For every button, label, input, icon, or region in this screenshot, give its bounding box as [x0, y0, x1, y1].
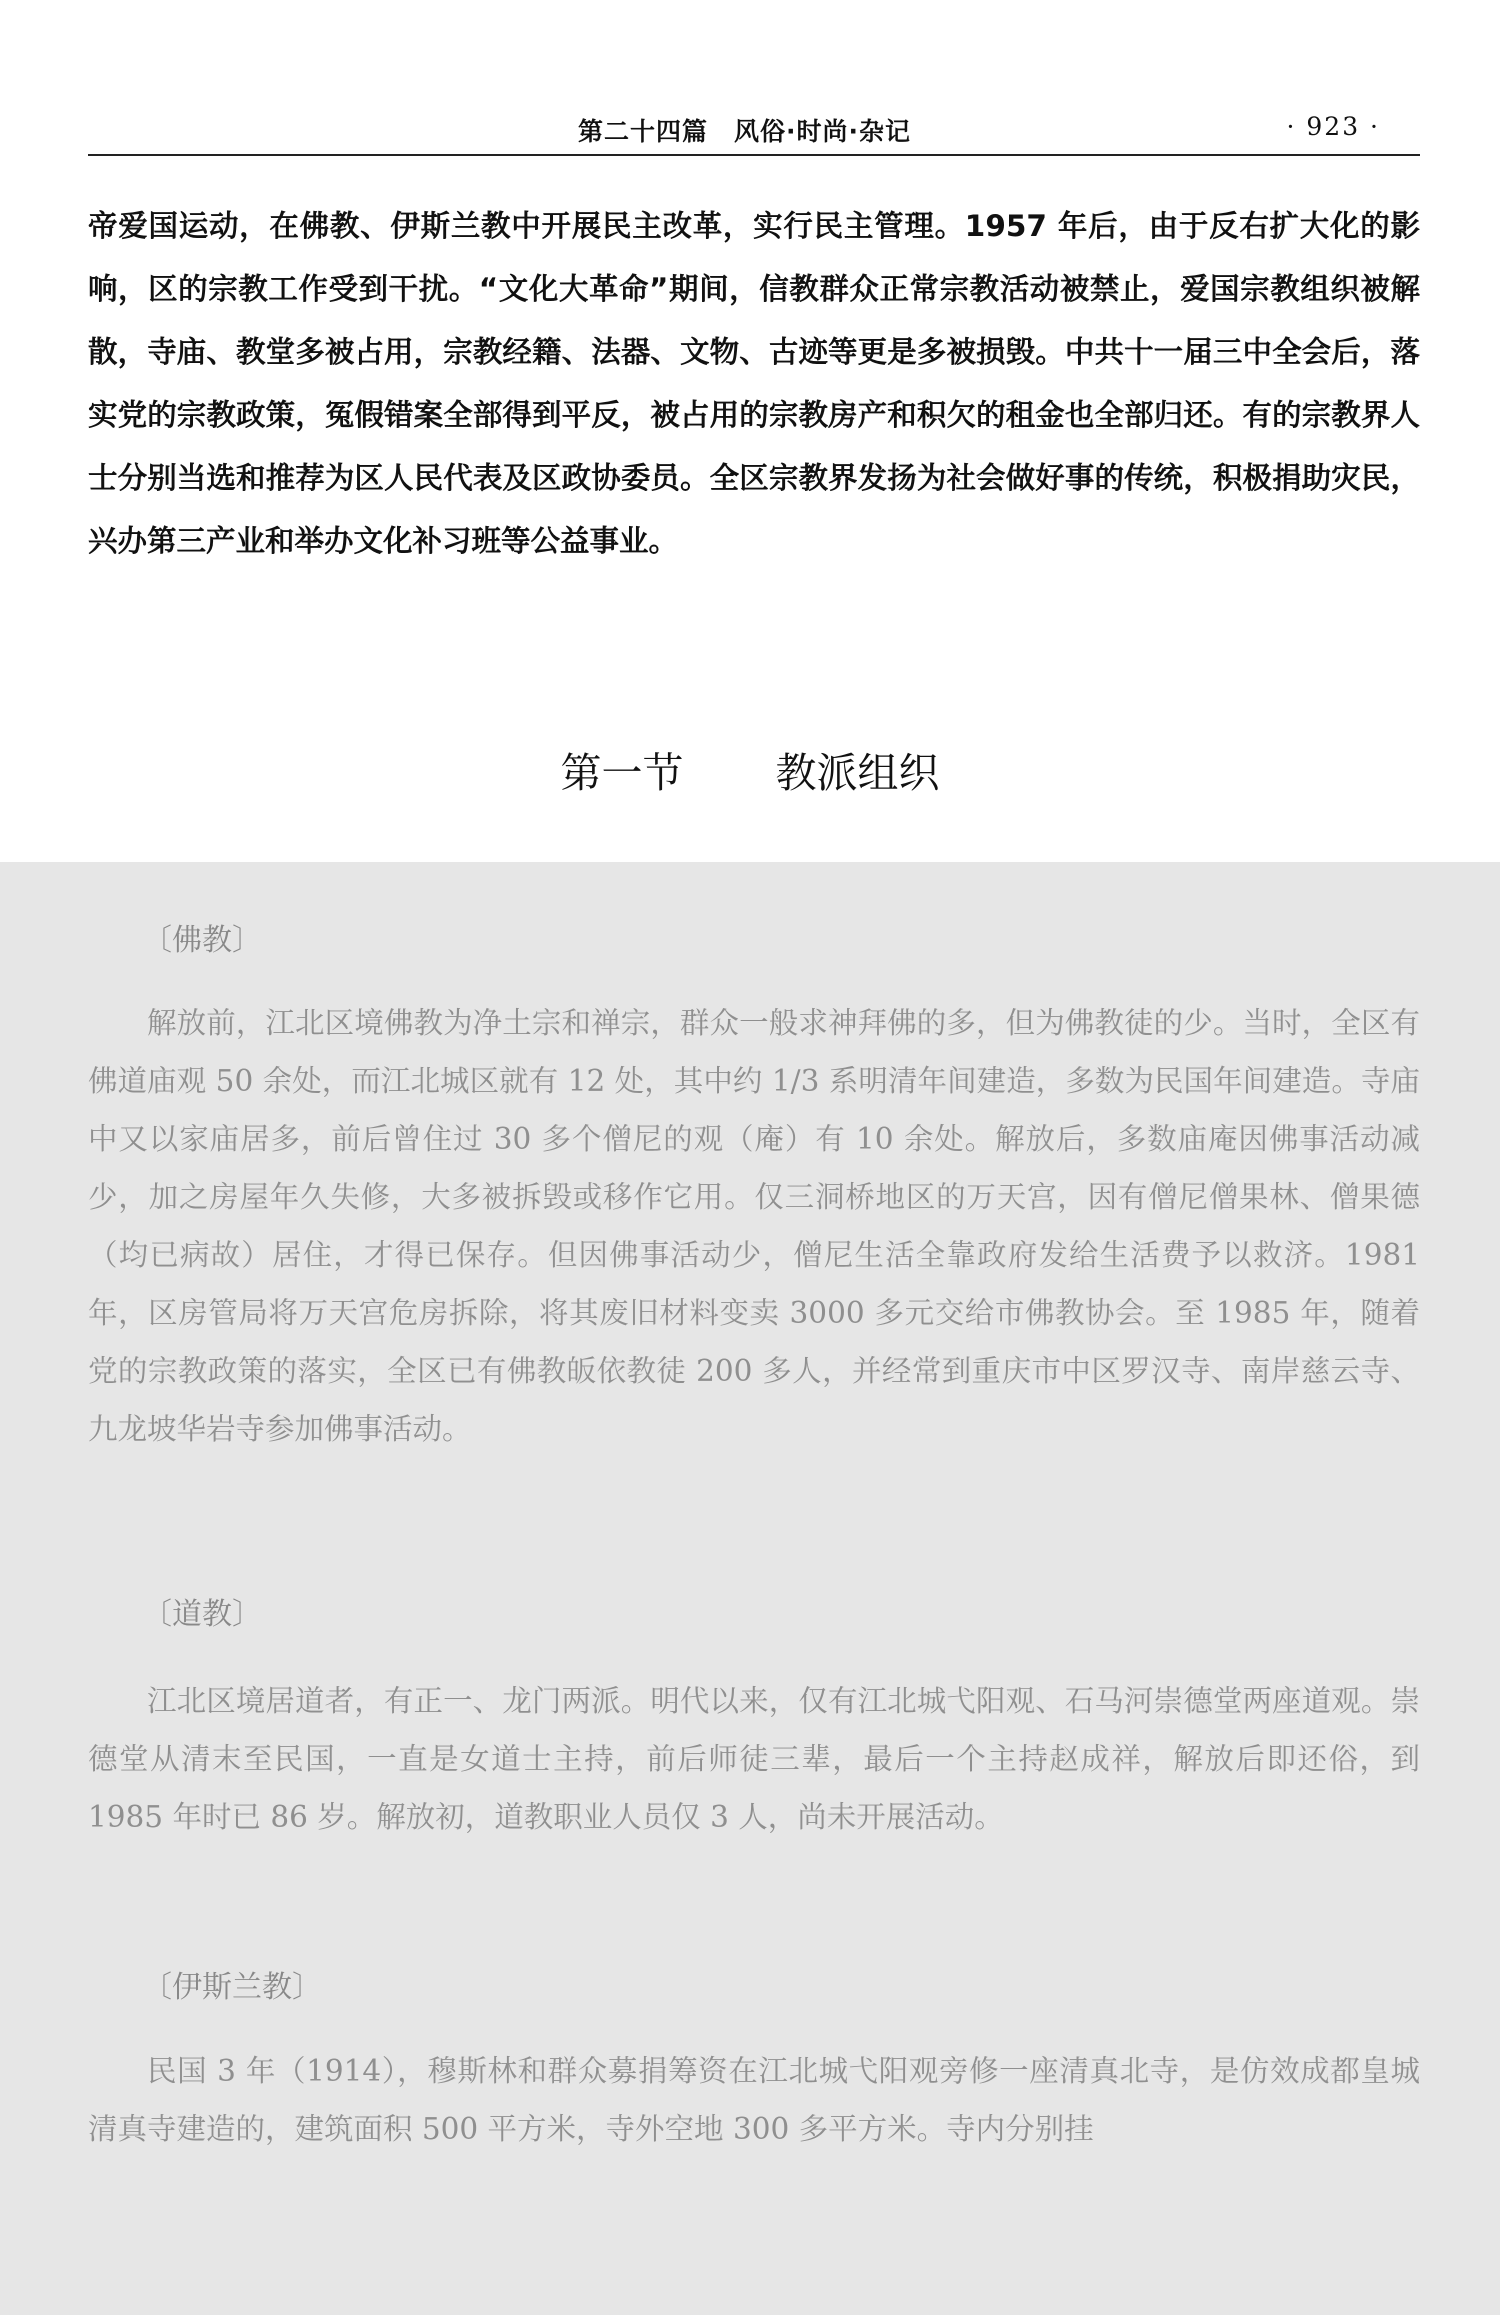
- intro-paragraph: 帝爱国运动，在佛教、伊斯兰教中开展民主改革，实行民主管理。1957 年后，由于反右扩大化的影响，区的宗教工作受到干扰。“文化大革命”期间，信教群众正常宗教活动被禁止，爱国宗教组织被解散，寺庙、教堂多被占用，宗教经籍、法器、文物、古迹等更是多被损毁。中共十一届三中全会后，落实党的宗教政策，冤假错案全部得到平反，被占用的宗教房产和积欠的租金也全部归还。有的宗教界人士分别当选和推荐为区人民代表及区政协委员。全区宗教界发扬为社会做好事的传统，积极捐助灾民，兴办第三产业和举办文化补习班等公益事业。: [88, 209, 1420, 558]
- header-divider: [88, 154, 1420, 156]
- islam-paragraph: 民国 3 年（1914），穆斯林和群众募捐筹资在江北城弋阳观旁修一座清真北寺，是仿效成都皇城清真寺建造的，建筑面积 500 平方米，寺外空地 300 多平方米。寺内分别挂: [88, 2054, 1420, 2146]
- page-header: [88, 108, 1420, 156]
- section-name: 教派组织: [775, 749, 940, 797]
- buddhism-paragraph: 解放前，江北区境佛教为净土宗和禅宗，群众一般求神拜佛的多，但为佛教徒的少。当时，全区有佛道庙观 50 余处，而江北城区就有 12 处，其中约 1/3 系明清年间建造，多数为民国年间建造。寺庙中又以家庙居多，前后曾住过 30 多个僧尼的观（庵）有 10 余处。解放后，多数庙庵因佛事活动减少，加之房屋年久失修，大多被拆毁或移作它用。仅三洞桥地区的万天宫，因有僧尼僧果林、僧果德（均已病故）居住，才得已保存。但因佛事活动少，僧尼生活全靠政府发给生活费予以救济。1981 年，区房管局将万天宫危房拆除，将其废旧材料变卖 3000 多元交给市佛教协会。至 1985 年，随着党的宗教政策的落实，全区已有佛教皈依教徒 200 多人，并经常到重庆市中区罗汉寺、南岸慈云寺、九龙坡华岩寺参加佛事活动。: [88, 1006, 1420, 1446]
- section-title: [0, 740, 1500, 799]
- section-number: 第一节: [560, 749, 684, 797]
- islam-heading: 〔伊斯兰教〕: [142, 1970, 322, 2005]
- buddhism-heading: 〔佛教〕: [142, 923, 262, 958]
- taoism-heading: 〔道教〕: [142, 1597, 262, 1632]
- taoism-paragraph: 江北区境居道者，有正一、龙门两派。明代以来，仅有江北城弋阳观、石马河崇德堂两座道观。崇德堂从清末至民国，一直是女道士主持，前后师徒三辈，最后一个主持赵成祥，解放后即还俗，到 1985 年时已 86 岁。解放初，道教职业人员仅 3 人，尚未开展活动。: [88, 1684, 1420, 1834]
- running-title: 第二十四篇 风俗·时尚·杂记: [578, 117, 911, 146]
- page-number: · 923 ·: [1286, 112, 1380, 141]
